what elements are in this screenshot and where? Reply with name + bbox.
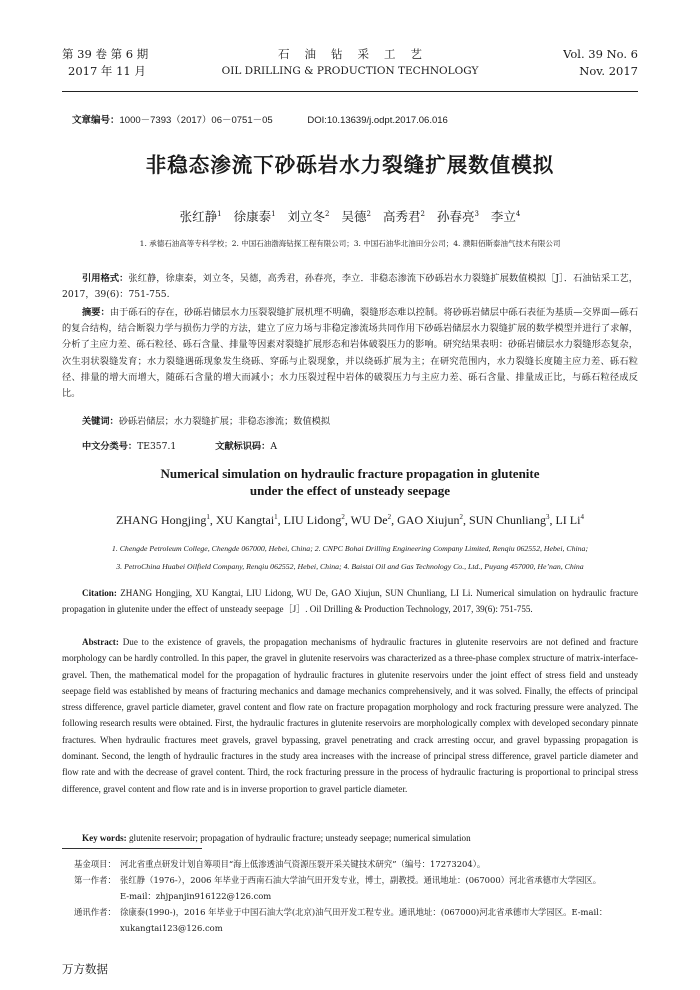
abstract-cn-label: 摘要： bbox=[82, 307, 110, 317]
author-name: SUN Chunliang bbox=[468, 513, 546, 527]
citation-cn-text: 张红静，徐康泰，刘立冬，吴德，高秀君，孙春亮，李立．非稳态渗流下砂砾岩水力裂缝扩展数值模拟［J］．石油钻采工艺，2017，39(6)：751-755. bbox=[62, 273, 638, 301]
keywords-en bbox=[62, 830, 638, 846]
author-affiliation-marker: 2 bbox=[366, 209, 371, 218]
footnote-rule bbox=[62, 848, 202, 849]
date-en: Nov. 2017 bbox=[579, 64, 638, 78]
author-cn bbox=[437, 209, 479, 224]
first-author-label: 第一作者： bbox=[74, 875, 116, 885]
wanfang-watermark: 万方数据 bbox=[62, 962, 108, 976]
author-cn bbox=[491, 209, 520, 224]
author-en bbox=[555, 513, 584, 527]
author-name: LI Li bbox=[555, 513, 581, 527]
article-meta bbox=[72, 112, 448, 126]
fund-label: 基金项目： bbox=[74, 859, 116, 869]
citation-cn bbox=[62, 270, 638, 303]
corresponding-email: xukangtai123@126.com bbox=[120, 923, 223, 933]
citation-cn-label: 引用格式： bbox=[82, 273, 129, 283]
doc-code-label: 文献标识码： bbox=[215, 441, 271, 451]
author-cn bbox=[342, 209, 371, 224]
abstract-cn bbox=[62, 304, 638, 402]
abstract-en bbox=[62, 634, 638, 797]
author-affiliation-marker: 2 bbox=[387, 513, 392, 521]
header-center bbox=[62, 46, 638, 80]
affiliations-cn: 1. 承德石油高等专科学校；2. 中国石油渤海钻探工程有限公司；3. 中国石油华北油田分公司；4. 濮阳佰斯泰油气技术有限公司 bbox=[139, 239, 561, 248]
volume-issue-cn: 第 39 卷 第 6 期 bbox=[62, 47, 149, 61]
author-affiliation-marker: 1 bbox=[271, 209, 276, 218]
article-no-label: 文章编号： bbox=[72, 115, 120, 126]
affiliations-en bbox=[50, 540, 650, 575]
author-name: 高秀君 bbox=[382, 209, 421, 224]
journal-name-cn: 石油钻采工艺 bbox=[278, 47, 437, 61]
author-name: 刘立冬 bbox=[287, 209, 326, 224]
author-name: ZHANG Hongjing bbox=[116, 513, 207, 527]
abstract-en-label: Abstract: bbox=[82, 637, 119, 647]
author-name: XU Kangtai bbox=[215, 513, 275, 527]
author-cn bbox=[383, 209, 425, 224]
running-header bbox=[62, 46, 638, 90]
author-cn bbox=[288, 209, 330, 224]
author-affiliation-marker: 4 bbox=[580, 513, 584, 521]
affiliations-en-line1: 1. Chengde Petroleum College, Chengde 067000, Hebei, China; 2. CNPC Bohai Drilling Engineering Company Limited, Renqiu 062552, Hebei, China; bbox=[111, 544, 589, 553]
clc-value: TE357.1 bbox=[137, 441, 177, 452]
author-en bbox=[216, 513, 278, 527]
author-name: 李立 bbox=[490, 209, 516, 224]
author-affiliation-marker: 1 bbox=[206, 513, 210, 521]
author-name: LIU Lidong bbox=[283, 513, 342, 527]
title-cn: 非稳态渗流下砂砾岩水力裂缝扩展数值模拟 bbox=[145, 153, 555, 177]
author-name: 张红静 bbox=[179, 209, 218, 224]
first-author-row bbox=[74, 872, 638, 904]
keywords-cn-label: 关键词： bbox=[82, 416, 119, 426]
corresponding-bio: 徐康泰(1990-)，2016 年毕业于中国石油大学(北京)油气田开发工程专业。通讯地址：(067000)河北省承德市大学园区。E-mail： bbox=[120, 907, 608, 917]
keywords-cn-text: 砂砾岩储层；水力裂缝扩展；非稳态渗流；数值模拟 bbox=[118, 416, 331, 426]
keywords-cn bbox=[62, 413, 638, 430]
author-affiliation-marker: 4 bbox=[515, 209, 521, 218]
affiliations-en-line2: 3. PetroChina Huabei Oilfield Company, Renqiu 062552, Hebei, China; 4. Baistai Oil and Gas Technology Co., Ltd., Puyang 457000, He’nan, China bbox=[116, 561, 584, 571]
corresponding-text bbox=[120, 904, 638, 936]
corresponding-label: 通讯作者： bbox=[74, 907, 116, 917]
first-author-text bbox=[120, 872, 638, 904]
classification-cn bbox=[62, 438, 638, 455]
citation-en bbox=[62, 585, 638, 618]
authors-cn bbox=[0, 207, 700, 225]
abstract-en-text: Due to the existence of gravels, the propagation mechanisms of hydraulic fractures in glutenite reservoirs are not defined and fracture morphology can be hardly controlled. In this paper, the gravel in glutenite reservoirs was characterized as a three-phase complex structure of matrix-interface-gravel. Then, the mathematical model for the propagation of hydraulic fractures in glutenite reservoirs under the joint effect of stress field and unsteady seepage field was established by means of fracturing mechanics and damage mechanics comprehensively, and it was solved. Finally, the effects of principal stress difference, gravel particle diameter, gravel content and flow rate on fracture propagation morphology and rock fracturing pressure were analyzed. The following research results were obtained. First, the hydraulic fractures in glutenite reservoirs are morphologically complex with developed secondary pinnate fractures. When hydraulic fractures meet gravels, gravel bypassing, gravel penetrating and crack arresting occur, and gravel bypassing propagation is dominant. Second, the length of hydraulic fractures in the study area increases with the increase of principal stress difference, gravel particle diameter and flow rate and with the decrease of gravel content. Third, the rock fracturing pressure in the process of hydraulic fracturing is proportional to principal stress difference, gravel content and flow rate and is in inverse proportion to gravel particle diameter. bbox=[62, 637, 638, 794]
volume-issue-en: Vol. 39 No. 6 bbox=[563, 47, 638, 61]
keywords-en-label: Key words: bbox=[82, 833, 127, 843]
clc-label: 中文分类号： bbox=[82, 441, 138, 451]
author-affiliation-marker: 1 bbox=[274, 513, 278, 521]
fund-text: 河北省重点研发计划自筹项目“海上低渗透油气资源压裂开采关键技术研究”（编号：17273204）。 bbox=[120, 859, 486, 869]
author-affiliation-marker: 1 bbox=[217, 209, 222, 218]
citation-en-text: ZHANG Hongjing, XU Kangtai, LIU Lidong, WU De, GAO Xiujun, SUN Chunliang, LI Li. Numerical simulation on hydraulic fracture propagation in glutenite under the effect of unsteady seepage［J］. Oil Drilling & Production Technology, 2017, 39(6): 751-755. bbox=[62, 588, 638, 615]
keywords-en-text: glutenite reservoir; propagation of hydraulic fracture; unsteady seepage; numerical simulation bbox=[129, 833, 471, 843]
first-author-email: E-mail：zhjpanjin916122@126.com bbox=[120, 891, 272, 901]
article-no: 1000－7393（2017）06－0751－05 bbox=[119, 115, 273, 126]
abstract-cn-text: 由于砾石的存在，砂砾岩储层水力压裂裂缝扩展机理不明确，裂缝形态难以控制。将砂砾岩储层中砾石表征为基质—交界面—砾石的复合结构，结合断裂力学与损伤力学的方法，建立了应力场与非稳定渗流场共同作用下砂砾岩储层水力裂缝扩展的数学模型并进行了求解，分析了主应力差、砾石粒径、砾石含量、排量等因素对裂缝扩展形态和岩体破裂压力的影响。研究结果表明：砂砾岩储层水力裂缝形态复杂，次生羽状裂缝发育；水力裂缝遇砾现象发生绕砾、穿砾与止裂现象，并以绕砾扩展为主；在研究范围内，水力裂缝长度随主应力差、砾石粒径、排量的增大而增大，随砾石含量的增大而减小；水力压裂过程中岩体的破裂压力与主应力差、砾石含量、排量成正比，与砾石粒径成反比。 bbox=[62, 307, 639, 400]
corresponding-row bbox=[74, 904, 638, 936]
footnotes bbox=[74, 856, 638, 936]
author-en bbox=[116, 513, 210, 527]
fund-row bbox=[74, 856, 638, 872]
author-en bbox=[351, 513, 391, 527]
author-affiliation-marker: 3 bbox=[474, 209, 479, 218]
author-name: 孙春亮 bbox=[436, 209, 475, 224]
author-cn bbox=[180, 209, 222, 224]
author-name: GAO Xiujun bbox=[397, 513, 460, 527]
author-name: 徐康泰 bbox=[233, 209, 272, 224]
journal-name-en: OIL DRILLING & PRODUCTION TECHNOLOGY bbox=[221, 65, 479, 77]
author-en bbox=[284, 513, 345, 527]
title-en bbox=[0, 466, 700, 499]
citation-en-label: Citation: bbox=[82, 588, 117, 598]
author-cn bbox=[234, 209, 276, 224]
first-author-bio: 张红静（1976-），2006 年毕业于西南石油大学油气田开发专业，博士，副教授。通讯地址：(067000）河北省承德市大学园区。 bbox=[120, 875, 602, 885]
title-en-line1: Numerical simulation on hydraulic fracture propagation in glutenite bbox=[160, 466, 540, 481]
author-name: WU De bbox=[350, 513, 388, 527]
author-en bbox=[469, 513, 550, 527]
author-affiliation-marker: 2 bbox=[420, 209, 425, 218]
header-rule bbox=[62, 91, 638, 92]
author-affiliation-marker: 2 bbox=[341, 513, 345, 521]
author-affiliation-marker: 3 bbox=[545, 513, 550, 521]
doc-code-value: A bbox=[270, 441, 277, 452]
author-affiliation-marker: 2 bbox=[459, 513, 463, 521]
date-cn: 2017 年 11 月 bbox=[68, 64, 146, 78]
author-name: 吴德 bbox=[341, 209, 367, 224]
author-en bbox=[397, 513, 463, 527]
header-right bbox=[563, 46, 638, 80]
author-affiliation-marker: 2 bbox=[325, 209, 330, 218]
doi: DOI:10.13639/j.odpt.2017.06.016 bbox=[307, 115, 448, 126]
authors-en: ZHANG Hongjing$^1$, XU Kangtai$^1$, LIU Lidong$^2$, WU De$^2$, GAO Xiujun$^2$, SUN Chunliang$^3$, LI Li$^4$ bbox=[116, 513, 584, 527]
title-en-line2: under the effect of unsteady seepage bbox=[249, 482, 451, 498]
